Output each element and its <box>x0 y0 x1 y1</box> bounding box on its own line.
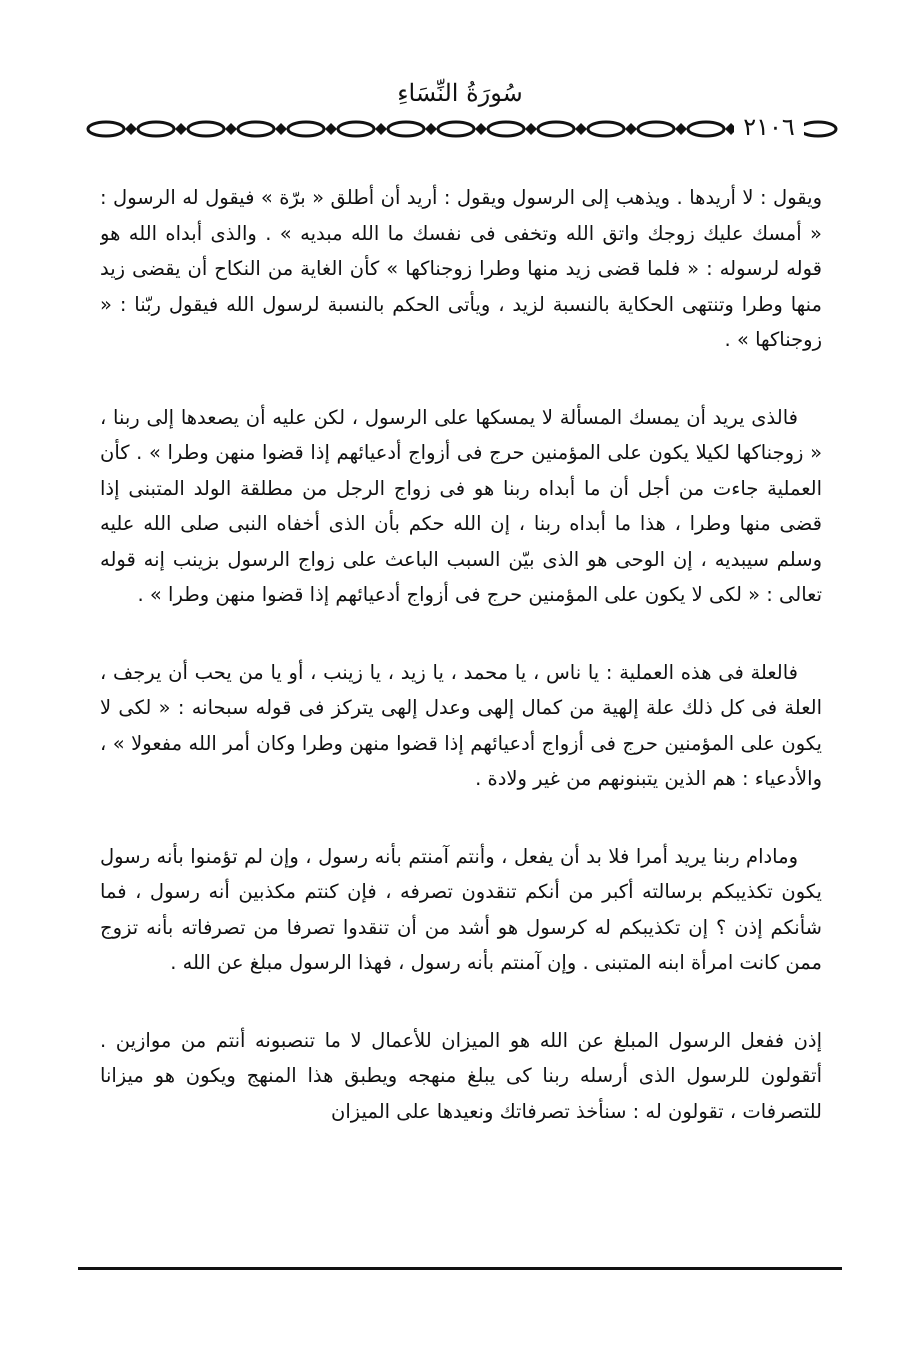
ornament-oval <box>338 122 374 136</box>
ornament-oval <box>488 122 524 136</box>
ornamental-border-rule <box>84 112 840 146</box>
ornament-oval <box>538 122 574 136</box>
ornament-oval <box>800 122 836 136</box>
ornament-diamond <box>275 123 287 135</box>
paragraph-1: ويقول : لا أريدها . ويذهب إلى الرسول ويقول : أريد أن أطلق « برّة » فيقول له الرسول : « أمسك عليك زوجك واتق الله وتخفى فى نفسك ما الله مبديه » . والذى أبداه الله هو قوله لرسوله : « فلما قضى زيد منها وطرا زوجناكها » كأن الغاية من النكاح أن يقضى زيد منها وطرا وتنتهى الحكاية بالنسبة لزيد ، ويأتى الحكم بالنسبة لرسول الله فيقول ربّنا : « زوجناكها » . <box>100 186 822 351</box>
bottom-rule <box>78 1267 842 1270</box>
ornament-oval <box>138 122 174 136</box>
ornament-oval <box>188 122 224 136</box>
surah-title: سُورَةُ النِّسَاءِ <box>397 79 523 107</box>
ornament-diamond <box>525 123 537 135</box>
ornament-diamond <box>175 123 187 135</box>
ornament-oval <box>88 122 124 136</box>
paragraph-5: إذن ففعل الرسول المبلغ عن الله هو الميزان للأعمال لا ما تنصبونه أنتم من موازين . أتقولون للرسول الذى أرسله ربنا كى يبلغ منهجه ويطبق هذا المنهج ويكون هو ميزانا للتصرفات ، تقولون له : سنأخذ تصرفاتك ونعيدها على الميزان <box>100 1028 822 1123</box>
ornament-chain-graphic <box>84 112 840 146</box>
ornament-oval <box>288 122 324 136</box>
ornament-diamond <box>425 123 437 135</box>
ornament-oval <box>638 122 674 136</box>
ornament-diamond <box>225 123 237 135</box>
paragraph-3: فالعلة فى هذه العملية : يا ناس ، يا محمد ، يا زيد ، يا زينب ، أو يا من يحب أن يرجف ، العلة فى كل ذلك علة إلهية من كمال إلهى وعدل إلهى يتركز فى قوله سبحانه : « لكى لا يكون على المؤمنين حرج فى أزواج أدعيائهم إذا قضوا منهن وطرا وكان أمر الله مفعولا » ، والأدعياء : هم الذين يتبنونهم من غير ولادة . <box>100 660 822 790</box>
ornament-oval <box>588 122 624 136</box>
page-body <box>100 180 822 1240</box>
paragraph-4: ومادام ربنا يريد أمرا فلا بد أن يفعل ، وأنتم آمنتم بأنه رسول ، وإن لم تؤمنوا بأنه رسول يكون تكذيبكم برسالته أكبر من أنكم تنقدون تصرفه ، فإن كنتم مكذبين أنه رسول ، فما شأنكم إذن ؟ إن تكذيبكم له كرسول هو أشد من أن تنقدوا تصرفا من تصرفاته بأنه تزوج ممن كانت امرأة ابنه المتبنى . وإن آمنتم بأنه رسول ، فهذا الرسول مبلغ عن الله . <box>100 844 822 974</box>
ornament-oval <box>238 122 274 136</box>
ornament-diamond <box>625 123 637 135</box>
ornament-oval <box>688 122 724 136</box>
ornament-oval <box>388 122 424 136</box>
ornament-diamond <box>125 123 137 135</box>
page-number: ٢١٠٦ <box>734 110 804 144</box>
ornament-diamond <box>375 123 387 135</box>
ornament-diamond <box>475 123 487 135</box>
ornament-diamond <box>675 123 687 135</box>
ornament-diamond <box>575 123 587 135</box>
paragraph-2: فالذى يريد أن يمسك المسألة لا يمسكها على الرسول ، لكن عليه أن يصعدها إلى ربنا ، « زوجناكها لكيلا يكون على المؤمنين حرج فى أزواج أدعيائهم إذا قضوا منهن وطرا » . كأن العملية جاءت من أجل أن ما أبداه ربنا هو فى زواج الرجل من مطلقة الولد المتبنى إذا قضى منها وطرا ، هذا ما أبداه ربنا ، إن الله حكم بأن الذى أخفاه النبى صلى الله عليه وسلم سيبديه ، إن الوحى هو الذى بيّن السبب الباعث على زواج الرسول بزينب إنه قوله تعالى : « لكى لا يكون على المؤمنين حرج فى أزواج أدعيائهم إذا قضوا منهن وطرا » . <box>100 405 822 606</box>
ornament-diamond <box>325 123 337 135</box>
ornament-oval <box>438 122 474 136</box>
